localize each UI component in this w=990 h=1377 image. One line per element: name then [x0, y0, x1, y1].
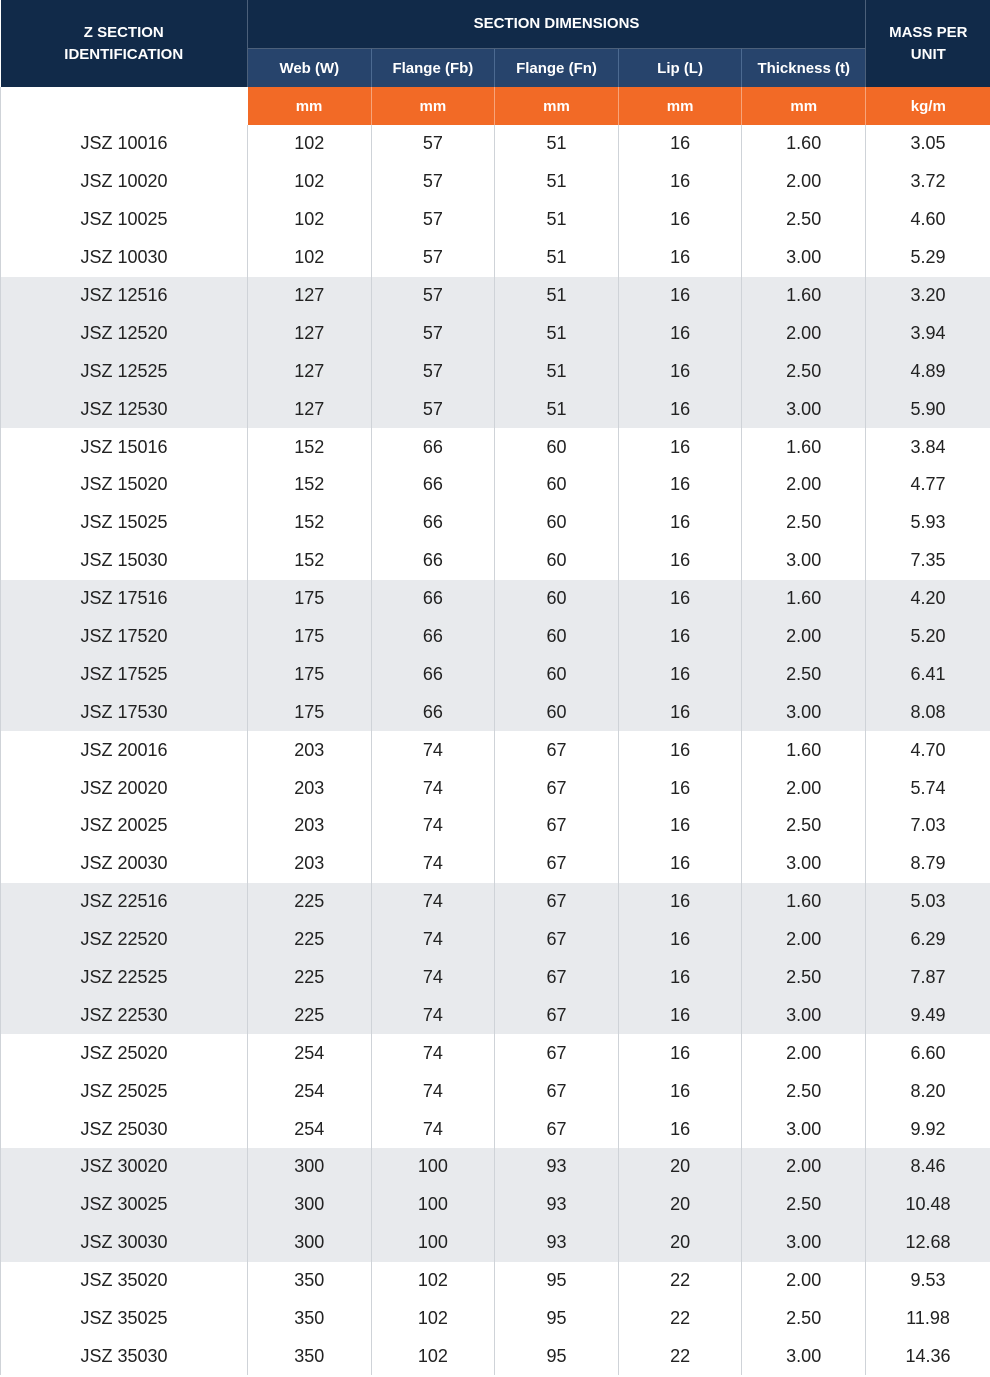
thickness-cell: 3.00	[742, 239, 866, 277]
thickness-cell: 3.00	[742, 845, 866, 883]
web-cell: 225	[248, 959, 372, 997]
lip-cell: 16	[618, 125, 742, 163]
flange-fn-cell: 93	[495, 1148, 619, 1186]
table-row	[1, 655, 990, 693]
mass-cell: 8.46	[866, 1148, 990, 1186]
table-row	[1, 618, 990, 656]
flange-fn-cell: 67	[495, 1034, 619, 1072]
mass-column-header	[866, 0, 990, 87]
table-row	[1, 352, 990, 390]
mass-column-label: MASS PER UNIT	[889, 23, 968, 63]
flange-fn-cell: 67	[495, 996, 619, 1034]
id-column-header	[1, 0, 248, 87]
table-row	[1, 1148, 990, 1186]
flange-fb-cell: 66	[371, 466, 495, 504]
section-id-cell: JSZ 25025	[1, 1072, 248, 1110]
flange-fn-cell: 60	[495, 655, 619, 693]
section-id-cell: JSZ 17520	[1, 618, 248, 656]
lip-cell: 16	[618, 1072, 742, 1110]
thickness-cell: 1.60	[742, 731, 866, 769]
mass-cell: 6.41	[866, 655, 990, 693]
section-id-cell: JSZ 17516	[1, 580, 248, 618]
thickness-cell: 2.50	[742, 1072, 866, 1110]
flange-fb-cell: 102	[371, 1338, 495, 1376]
mass-cell: 4.20	[866, 580, 990, 618]
thickness-cell: 2.00	[742, 618, 866, 656]
section-id-cell: JSZ 10020	[1, 163, 248, 201]
table-row	[1, 1110, 990, 1148]
thickness-cell: 2.00	[742, 769, 866, 807]
table-row	[1, 277, 990, 315]
mass-cell: 4.77	[866, 466, 990, 504]
section-id-cell: JSZ 10025	[1, 201, 248, 239]
table-row	[1, 845, 990, 883]
table-row	[1, 428, 990, 466]
unit-row-blank	[1, 87, 248, 125]
section-id-cell: JSZ 15016	[1, 428, 248, 466]
thickness-cell: 1.60	[742, 883, 866, 921]
web-cell: 102	[248, 201, 372, 239]
flange-fb-cell: 57	[371, 163, 495, 201]
section-id-cell: JSZ 22516	[1, 883, 248, 921]
lip-cell: 16	[618, 1110, 742, 1148]
table-body	[1, 125, 990, 1375]
table-row	[1, 959, 990, 997]
flange-fn-cell: 95	[495, 1338, 619, 1376]
flange-fb-cell: 57	[371, 277, 495, 315]
flange-fb-cell: 66	[371, 580, 495, 618]
section-id-cell: JSZ 17530	[1, 693, 248, 731]
lip-cell: 16	[618, 542, 742, 580]
flange-fn-cell: 60	[495, 580, 619, 618]
flange-fn-cell: 51	[495, 201, 619, 239]
flange-fb-cell: 66	[371, 618, 495, 656]
lip-cell: 16	[618, 201, 742, 239]
thickness-cell: 1.60	[742, 428, 866, 466]
mass-cell: 3.05	[866, 125, 990, 163]
thickness-cell: 2.00	[742, 1034, 866, 1072]
web-cell: 175	[248, 655, 372, 693]
thickness-cell: 3.00	[742, 542, 866, 580]
table-row	[1, 504, 990, 542]
mass-cell: 8.08	[866, 693, 990, 731]
mass-cell: 9.49	[866, 996, 990, 1034]
mass-cell: 5.93	[866, 504, 990, 542]
flange-fb-cell: 74	[371, 959, 495, 997]
section-id-cell: JSZ 35020	[1, 1262, 248, 1300]
mass-cell: 7.87	[866, 959, 990, 997]
thickness-cell: 2.50	[742, 807, 866, 845]
flange-fb-cell: 57	[371, 390, 495, 428]
lip-cell: 16	[618, 504, 742, 542]
section-id-cell: JSZ 12525	[1, 352, 248, 390]
flange-fn-cell: 67	[495, 845, 619, 883]
mass-cell: 5.03	[866, 883, 990, 921]
thickness-cell: 2.50	[742, 201, 866, 239]
web-cell: 127	[248, 277, 372, 315]
mass-cell: 3.72	[866, 163, 990, 201]
flange-fn-cell: 67	[495, 807, 619, 845]
lip-cell: 22	[618, 1338, 742, 1376]
section-id-cell: JSZ 12520	[1, 314, 248, 352]
lip-cell: 16	[618, 883, 742, 921]
section-id-cell: JSZ 20016	[1, 731, 248, 769]
table-row	[1, 1186, 990, 1224]
lip-cell: 22	[618, 1300, 742, 1338]
mass-cell: 9.92	[866, 1110, 990, 1148]
thickness-cell: 3.00	[742, 1110, 866, 1148]
flange-fb-unit: mm	[371, 87, 495, 125]
web-cell: 152	[248, 542, 372, 580]
mass-cell: 8.20	[866, 1072, 990, 1110]
flange-fn-cell: 67	[495, 1110, 619, 1148]
flange-fn-cell: 60	[495, 428, 619, 466]
flange-fn-cell: 67	[495, 883, 619, 921]
section-id-cell: JSZ 20030	[1, 845, 248, 883]
id-column-label: Z SECTION IDENTIFICATION	[64, 23, 184, 63]
web-cell: 300	[248, 1224, 372, 1262]
web-cell: 350	[248, 1300, 372, 1338]
section-dimensions-header: SECTION DIMENSIONS	[248, 0, 866, 49]
flange-fb-cell: 57	[371, 239, 495, 277]
lip-cell: 16	[618, 807, 742, 845]
flange-fb-cell: 57	[371, 352, 495, 390]
mass-cell: 3.84	[866, 428, 990, 466]
table-row	[1, 390, 990, 428]
web-cell: 300	[248, 1186, 372, 1224]
flange-fn-cell: 60	[495, 618, 619, 656]
thickness-cell: 2.00	[742, 921, 866, 959]
lip-cell: 16	[618, 277, 742, 315]
section-id-cell: JSZ 15020	[1, 466, 248, 504]
table-row	[1, 1338, 990, 1376]
table-header	[1, 0, 990, 125]
thickness-unit: mm	[742, 87, 866, 125]
web-cell: 350	[248, 1338, 372, 1376]
lip-cell: 16	[618, 239, 742, 277]
web-cell: 225	[248, 996, 372, 1034]
flange-fn-cell: 95	[495, 1262, 619, 1300]
flange-fn-cell: 60	[495, 504, 619, 542]
flange-fb-cell: 66	[371, 428, 495, 466]
mass-cell: 10.48	[866, 1186, 990, 1224]
thickness-cell: 2.00	[742, 1262, 866, 1300]
web-cell: 102	[248, 239, 372, 277]
mass-cell: 12.68	[866, 1224, 990, 1262]
flange-fb-cell: 57	[371, 125, 495, 163]
web-unit: mm	[248, 87, 372, 125]
thickness-cell: 2.50	[742, 504, 866, 542]
table-row	[1, 807, 990, 845]
flange-fn-cell: 67	[495, 1072, 619, 1110]
section-id-cell: JSZ 15030	[1, 542, 248, 580]
thickness-cell: 2.50	[742, 1186, 866, 1224]
section-id-cell: JSZ 12516	[1, 277, 248, 315]
flange-fn-cell: 67	[495, 921, 619, 959]
web-column-header: Web (W)	[248, 49, 372, 88]
flange-fb-cell: 57	[371, 314, 495, 352]
flange-fn-cell: 60	[495, 466, 619, 504]
flange-fb-cell: 102	[371, 1300, 495, 1338]
thickness-cell: 2.50	[742, 352, 866, 390]
flange-fn-cell: 51	[495, 314, 619, 352]
section-id-cell: JSZ 22520	[1, 921, 248, 959]
flange-fn-cell: 51	[495, 239, 619, 277]
mass-cell: 7.03	[866, 807, 990, 845]
flange-fn-cell: 51	[495, 125, 619, 163]
web-cell: 225	[248, 883, 372, 921]
flange-fb-cell: 66	[371, 655, 495, 693]
thickness-cell: 1.60	[742, 580, 866, 618]
flange-fn-cell: 67	[495, 769, 619, 807]
section-id-cell: JSZ 12530	[1, 390, 248, 428]
section-id-cell: JSZ 20025	[1, 807, 248, 845]
table-row	[1, 314, 990, 352]
lip-cell: 16	[618, 580, 742, 618]
table-row	[1, 239, 990, 277]
flange-fb-cell: 100	[371, 1186, 495, 1224]
web-cell: 152	[248, 466, 372, 504]
web-cell: 203	[248, 769, 372, 807]
thickness-cell: 3.00	[742, 693, 866, 731]
thickness-cell: 2.50	[742, 1300, 866, 1338]
mass-cell: 5.74	[866, 769, 990, 807]
flange-fn-cell: 60	[495, 693, 619, 731]
flange-fn-cell: 51	[495, 390, 619, 428]
web-cell: 254	[248, 1034, 372, 1072]
flange-fb-cell: 66	[371, 542, 495, 580]
thickness-cell: 3.00	[742, 1338, 866, 1376]
lip-cell: 16	[618, 314, 742, 352]
table-row	[1, 883, 990, 921]
thickness-cell: 3.00	[742, 390, 866, 428]
table-row	[1, 163, 990, 201]
section-id-cell: JSZ 30030	[1, 1224, 248, 1262]
web-cell: 175	[248, 693, 372, 731]
table-row	[1, 996, 990, 1034]
web-cell: 203	[248, 807, 372, 845]
mass-cell: 4.70	[866, 731, 990, 769]
mass-cell: 5.29	[866, 239, 990, 277]
table-row	[1, 731, 990, 769]
table-row	[1, 693, 990, 731]
lip-cell: 16	[618, 1034, 742, 1072]
table-row	[1, 125, 990, 163]
flange-fb-cell: 66	[371, 504, 495, 542]
mass-cell: 7.35	[866, 542, 990, 580]
table-row	[1, 1224, 990, 1262]
lip-cell: 16	[618, 618, 742, 656]
mass-cell: 6.60	[866, 1034, 990, 1072]
web-cell: 127	[248, 352, 372, 390]
web-cell: 350	[248, 1262, 372, 1300]
flange-fb-cell: 102	[371, 1262, 495, 1300]
thickness-cell: 2.00	[742, 466, 866, 504]
flange-fn-column-header: Flange (Fn)	[495, 49, 619, 88]
mass-cell: 5.20	[866, 618, 990, 656]
web-cell: 102	[248, 163, 372, 201]
thickness-cell: 1.60	[742, 277, 866, 315]
section-id-cell: JSZ 10030	[1, 239, 248, 277]
flange-fn-cell: 51	[495, 277, 619, 315]
flange-fb-cell: 57	[371, 201, 495, 239]
lip-cell: 16	[618, 352, 742, 390]
section-id-cell: JSZ 25030	[1, 1110, 248, 1148]
web-cell: 127	[248, 390, 372, 428]
lip-cell: 16	[618, 996, 742, 1034]
section-id-cell: JSZ 25020	[1, 1034, 248, 1072]
lip-cell: 20	[618, 1186, 742, 1224]
lip-cell: 16	[618, 466, 742, 504]
section-id-cell: JSZ 15025	[1, 504, 248, 542]
table-row	[1, 201, 990, 239]
mass-cell: 14.36	[866, 1338, 990, 1376]
thickness-cell: 1.60	[742, 125, 866, 163]
flange-fb-cell: 74	[371, 1072, 495, 1110]
thickness-cell: 2.00	[742, 314, 866, 352]
lip-cell: 16	[618, 693, 742, 731]
thickness-cell: 2.00	[742, 163, 866, 201]
flange-fb-cell: 100	[371, 1224, 495, 1262]
thickness-cell: 2.00	[742, 1148, 866, 1186]
flange-fb-cell: 74	[371, 1034, 495, 1072]
lip-cell: 16	[618, 163, 742, 201]
table-row	[1, 1300, 990, 1338]
flange-fb-cell: 74	[371, 769, 495, 807]
web-cell: 254	[248, 1072, 372, 1110]
section-id-cell: JSZ 35030	[1, 1338, 248, 1376]
flange-fn-cell: 60	[495, 542, 619, 580]
web-cell: 203	[248, 845, 372, 883]
flange-fb-cell: 74	[371, 996, 495, 1034]
thickness-cell: 2.50	[742, 655, 866, 693]
section-id-cell: JSZ 22525	[1, 959, 248, 997]
mass-cell: 4.89	[866, 352, 990, 390]
flange-fb-cell: 74	[371, 731, 495, 769]
table-row	[1, 769, 990, 807]
table-row	[1, 466, 990, 504]
thickness-column-header: Thickness (t)	[742, 49, 866, 88]
lip-cell: 16	[618, 845, 742, 883]
section-id-cell: JSZ 20020	[1, 769, 248, 807]
flange-fn-cell: 93	[495, 1224, 619, 1262]
lip-cell: 16	[618, 959, 742, 997]
thickness-cell: 3.00	[742, 1224, 866, 1262]
lip-cell: 16	[618, 769, 742, 807]
web-cell: 175	[248, 580, 372, 618]
flange-fn-unit: mm	[495, 87, 619, 125]
lip-cell: 20	[618, 1148, 742, 1186]
web-cell: 175	[248, 618, 372, 656]
section-id-cell: JSZ 10016	[1, 125, 248, 163]
table-row	[1, 921, 990, 959]
flange-fb-cell: 100	[371, 1148, 495, 1186]
flange-fn-cell: 93	[495, 1186, 619, 1224]
flange-fb-column-header: Flange (Fb)	[371, 49, 495, 88]
mass-cell: 8.79	[866, 845, 990, 883]
lip-cell: 16	[618, 428, 742, 466]
web-cell: 225	[248, 921, 372, 959]
mass-unit: kg/m	[866, 87, 990, 125]
lip-cell: 16	[618, 731, 742, 769]
web-cell: 300	[248, 1148, 372, 1186]
mass-cell: 3.20	[866, 277, 990, 315]
flange-fb-cell: 74	[371, 1110, 495, 1148]
table-row	[1, 542, 990, 580]
section-id-cell: JSZ 35025	[1, 1300, 248, 1338]
web-cell: 254	[248, 1110, 372, 1148]
section-id-cell: JSZ 30025	[1, 1186, 248, 1224]
lip-cell: 20	[618, 1224, 742, 1262]
mass-cell: 9.53	[866, 1262, 990, 1300]
thickness-cell: 2.50	[742, 959, 866, 997]
flange-fn-cell: 51	[495, 352, 619, 390]
lip-cell: 16	[618, 390, 742, 428]
flange-fb-cell: 74	[371, 845, 495, 883]
flange-fb-cell: 74	[371, 883, 495, 921]
flange-fn-cell: 51	[495, 163, 619, 201]
flange-fn-cell: 95	[495, 1300, 619, 1338]
section-id-cell: JSZ 17525	[1, 655, 248, 693]
lip-unit: mm	[618, 87, 742, 125]
mass-cell: 3.94	[866, 314, 990, 352]
mass-cell: 5.90	[866, 390, 990, 428]
lip-column-header: Lip (L)	[618, 49, 742, 88]
flange-fb-cell: 74	[371, 921, 495, 959]
web-cell: 203	[248, 731, 372, 769]
flange-fn-cell: 67	[495, 959, 619, 997]
mass-cell: 11.98	[866, 1300, 990, 1338]
mass-cell: 6.29	[866, 921, 990, 959]
table-row	[1, 1072, 990, 1110]
lip-cell: 22	[618, 1262, 742, 1300]
section-id-cell: JSZ 30020	[1, 1148, 248, 1186]
table-row	[1, 1034, 990, 1072]
web-cell: 127	[248, 314, 372, 352]
web-cell: 152	[248, 504, 372, 542]
web-cell: 102	[248, 125, 372, 163]
table-row	[1, 1262, 990, 1300]
section-id-cell: JSZ 22530	[1, 996, 248, 1034]
thickness-cell: 3.00	[742, 996, 866, 1034]
flange-fb-cell: 66	[371, 693, 495, 731]
table-row	[1, 580, 990, 618]
lip-cell: 16	[618, 655, 742, 693]
web-cell: 152	[248, 428, 372, 466]
mass-cell: 4.60	[866, 201, 990, 239]
flange-fb-cell: 74	[371, 807, 495, 845]
flange-fn-cell: 67	[495, 731, 619, 769]
lip-cell: 16	[618, 921, 742, 959]
